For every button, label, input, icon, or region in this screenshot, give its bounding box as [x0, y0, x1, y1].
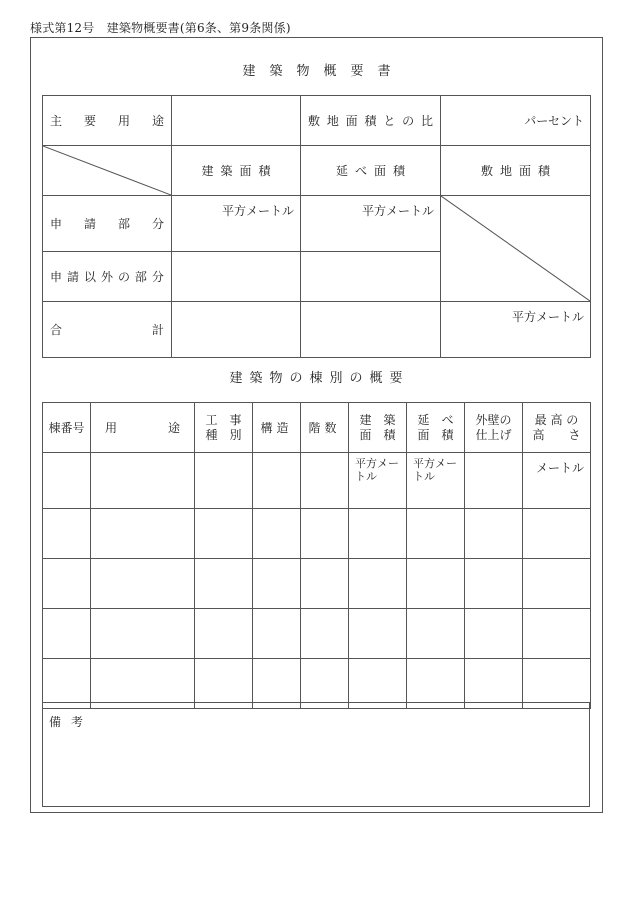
label-char: 合 — [50, 323, 63, 337]
cell-work-type[interactable] — [195, 509, 253, 559]
label-char: の — [402, 114, 415, 128]
site-area-diagonal-cell — [441, 196, 591, 302]
building-area-header: 建築面積 — [172, 146, 301, 196]
label-char: 分 — [151, 270, 164, 284]
label-char: 途 — [151, 114, 164, 128]
col-building-area-line2: 面 積 — [359, 427, 396, 442]
other-part-label — [43, 268, 171, 285]
label-char: 要 — [83, 114, 96, 128]
col-floors: 階数 — [301, 403, 349, 453]
cell-structure[interactable] — [253, 453, 301, 509]
cell-use[interactable] — [91, 659, 195, 709]
label-char: 用 — [117, 114, 130, 128]
cell-floor-area[interactable] — [407, 559, 465, 609]
other-floor-area-cell[interactable] — [301, 252, 441, 302]
cell-use[interactable] — [91, 559, 195, 609]
applied-building-area-unit[interactable]: 平方メートル — [172, 196, 301, 252]
col-wall-finish — [465, 403, 523, 453]
total-building-area-cell[interactable] — [172, 302, 301, 358]
label-char: 請 — [83, 217, 96, 231]
remarks-label: 備考 — [49, 715, 94, 729]
col-building-area — [349, 403, 407, 453]
cell-building-area-unit[interactable]: 平方メー トル — [349, 453, 407, 509]
percent-unit: パーセント — [441, 96, 591, 146]
col-wall-finish-line1: 外壁の — [475, 412, 512, 427]
label-char: の — [117, 270, 130, 284]
label-char: 請 — [66, 270, 79, 284]
cell-height-unit[interactable]: メートル — [523, 453, 591, 509]
main-use-label-cell — [43, 96, 172, 146]
site-area-header: 敷地面積 — [441, 146, 591, 196]
cell-height[interactable] — [523, 659, 591, 709]
label-char: 部 — [117, 217, 130, 231]
label-char: 外 — [100, 270, 113, 284]
col-work-type-line2: 種 別 — [205, 427, 242, 442]
cell-floors[interactable] — [301, 659, 349, 709]
cell-wall-finish[interactable] — [465, 559, 523, 609]
cell-number[interactable] — [43, 609, 91, 659]
diagonal-line — [441, 196, 590, 301]
cell-use[interactable] — [91, 453, 195, 509]
cell-height[interactable] — [523, 559, 591, 609]
form-caption: 様式第12号 建築物概要書(第6条、第9条関係) — [30, 21, 291, 35]
table-row — [43, 559, 591, 609]
label-char: 部 — [134, 270, 147, 284]
col-height — [523, 403, 591, 453]
summary-table — [42, 95, 591, 358]
cell-wall-finish[interactable] — [465, 453, 523, 509]
cell-number[interactable] — [43, 509, 91, 559]
main-use-label — [43, 112, 171, 129]
cell-structure[interactable] — [253, 609, 301, 659]
col-use-cell — [91, 403, 195, 453]
label-char: 申 — [50, 270, 63, 284]
cell-floor-area[interactable] — [407, 609, 465, 659]
label-char: 敷 — [308, 114, 321, 128]
label-char: と — [383, 114, 396, 128]
ratio-label-cell — [301, 96, 441, 146]
cell-structure[interactable] — [253, 659, 301, 709]
cell-use[interactable] — [91, 609, 195, 659]
col-wall-finish-line2: 仕上げ — [475, 427, 512, 442]
col-floor-area-line1: 延 べ — [417, 412, 454, 427]
cell-building-area[interactable] — [349, 509, 407, 559]
cell-number[interactable] — [43, 453, 91, 509]
cell-work-type[interactable] — [195, 659, 253, 709]
col-height-line1: 最 高 の — [534, 412, 579, 427]
total-floor-area-cell[interactable] — [301, 302, 441, 358]
cell-floors[interactable] — [301, 509, 349, 559]
total-label-cell — [43, 302, 172, 358]
col-floor-area-line2: 面 積 — [417, 427, 454, 442]
cell-wall-finish[interactable] — [465, 509, 523, 559]
col-use — [91, 419, 194, 436]
cell-building-area[interactable] — [349, 559, 407, 609]
label-char: 面 — [345, 114, 358, 128]
cell-floor-area[interactable] — [407, 659, 465, 709]
applied-floor-area-unit[interactable]: 平方メートル — [301, 196, 441, 252]
cell-structure[interactable] — [253, 509, 301, 559]
label-char: 地 — [326, 114, 339, 128]
other-part-label-cell — [43, 252, 172, 302]
label-char: 申 — [50, 217, 63, 231]
label-char: 以 — [83, 270, 96, 284]
cell-number[interactable] — [43, 559, 91, 609]
applied-part-label-cell — [43, 196, 172, 252]
label-char: 分 — [151, 217, 164, 231]
cell-work-type[interactable] — [195, 453, 253, 509]
table-row — [43, 509, 591, 559]
cell-wall-finish[interactable] — [465, 609, 523, 659]
cell-building-area[interactable] — [349, 609, 407, 659]
label-char: 主 — [50, 114, 63, 128]
total-label — [43, 321, 171, 338]
col-floor-area — [407, 403, 465, 453]
cell-height[interactable] — [523, 609, 591, 659]
form-title: 建築物概要書 — [242, 64, 405, 79]
label-char: 用 — [105, 421, 118, 435]
table-row — [43, 659, 591, 709]
total-site-area-unit[interactable]: 平方メートル — [441, 302, 591, 358]
label-char: 比 — [420, 114, 433, 128]
table-row — [43, 609, 591, 659]
floor-area-header: 延べ面積 — [301, 146, 441, 196]
cell-floors[interactable] — [301, 559, 349, 609]
cell-floor-area[interactable] — [407, 509, 465, 559]
col-work-type-line1: 工 事 — [205, 412, 242, 427]
col-structure: 構造 — [253, 403, 301, 453]
ratio-label — [301, 112, 440, 129]
cell-wall-finish[interactable] — [465, 659, 523, 709]
cell-floor-area-unit[interactable]: 平方メー トル — [407, 453, 465, 509]
cell-use[interactable] — [91, 509, 195, 559]
label-char: 計 — [151, 323, 164, 337]
cell-floors[interactable] — [301, 609, 349, 659]
applied-part-label — [43, 215, 171, 232]
col-work-type — [195, 403, 253, 453]
building-table — [42, 402, 591, 709]
cell-height[interactable] — [523, 509, 591, 559]
cell-work-type[interactable] — [195, 559, 253, 609]
label-char: 積 — [364, 114, 377, 128]
col-height-line2: 高 さ — [532, 427, 581, 442]
other-building-area-cell[interactable] — [172, 252, 301, 302]
cell-number[interactable] — [43, 659, 91, 709]
col-number: 棟番号 — [43, 403, 91, 453]
blank-diagonal-cell — [43, 146, 172, 196]
col-building-area-line1: 建 築 — [359, 412, 396, 427]
cell-work-type[interactable] — [195, 609, 253, 659]
cell-structure[interactable] — [253, 559, 301, 609]
building-section-title: 建築物の棟別の概要 — [229, 371, 410, 386]
remarks-table — [42, 702, 590, 807]
cell-building-area[interactable] — [349, 659, 407, 709]
cell-floors[interactable] — [301, 453, 349, 509]
diagonal-line — [43, 146, 171, 195]
main-use-value-cell[interactable] — [172, 96, 301, 146]
table-row — [43, 453, 591, 509]
remarks-box[interactable] — [43, 703, 590, 807]
label-char: 途 — [167, 421, 180, 435]
